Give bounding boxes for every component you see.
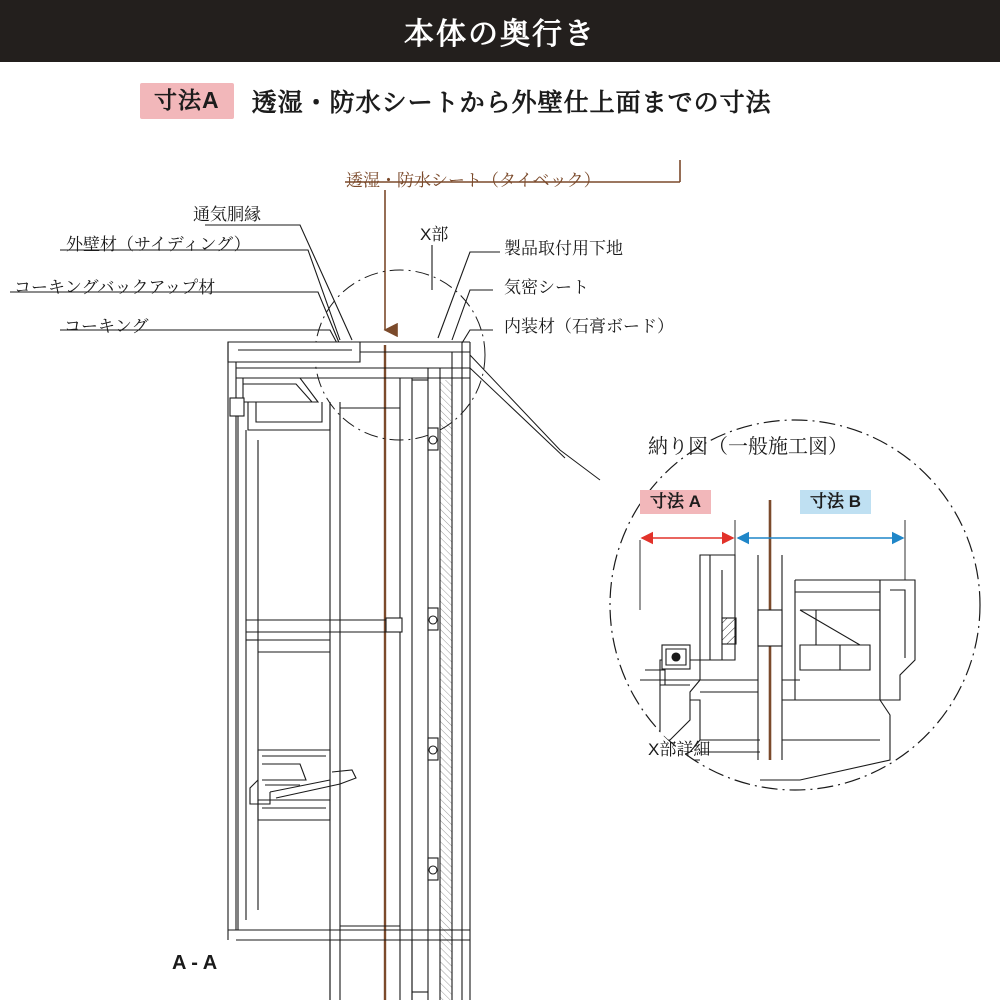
subtitle-row xyxy=(0,62,1000,140)
label-airtight-sheet: 気密シート xyxy=(504,278,589,297)
header-bar xyxy=(0,0,1000,62)
detail-dimension-a-badge: 寸法 A xyxy=(640,490,711,514)
subtitle-text: 透湿・防水シートから外壁仕上面までの寸法 xyxy=(251,89,772,117)
label-interior-board: 内装材（石膏ボード） xyxy=(504,317,674,336)
label-moisture-sheet: 透湿・防水シート（タイベック） xyxy=(346,171,601,190)
label-mount-base: 製品取付用下地 xyxy=(504,239,623,258)
label-caulking-backup: コーキングバックアップ材 xyxy=(14,278,216,297)
technical-drawing xyxy=(0,140,1000,1000)
dimension-a-badge: 寸法A xyxy=(140,83,234,119)
detail-dimension-b-badge: 寸法 B xyxy=(800,490,871,514)
label-x-part: X部 xyxy=(420,225,449,244)
drawing-svg xyxy=(0,140,1000,1000)
label-caulking: コーキング xyxy=(64,317,149,336)
label-ventilation-furring: 通気胴縁 xyxy=(193,205,261,224)
label-detail-title: 納り図（一般施工図） xyxy=(648,436,848,458)
label-siding: 外壁材（サイディング） xyxy=(66,235,251,254)
label-x-part-detail: X部詳細 xyxy=(648,740,711,759)
page-title: 本体の奥行き xyxy=(404,18,596,51)
label-section-aa: A - A xyxy=(172,952,218,974)
